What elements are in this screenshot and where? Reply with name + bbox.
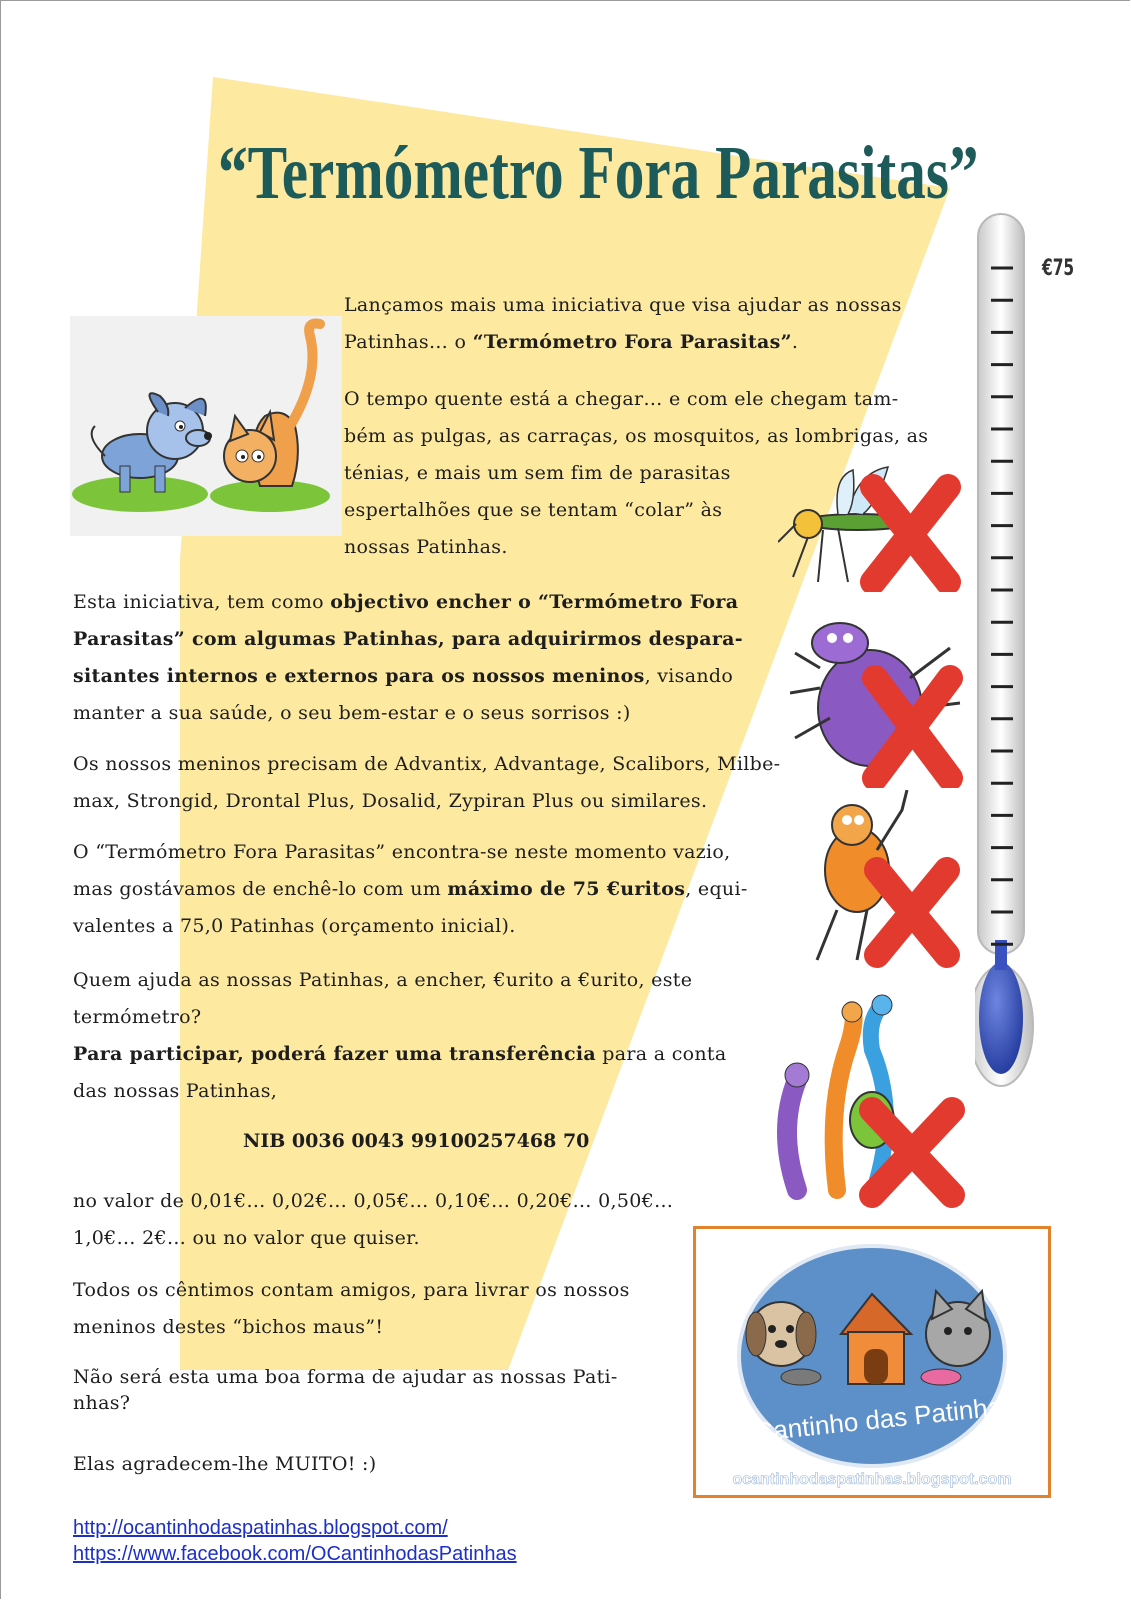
season-line: bém as pulgas, as carraças, os mosquitos, as lombrigas, as (344, 425, 929, 447)
ask-line: Quem ajuda as nossas Patinhas, a encher, €urito a €urito, este (73, 969, 693, 991)
season-line: nossas Patinhas. (344, 536, 508, 558)
nib-number: NIB 0036 0043 99100257468 70 (243, 1130, 590, 1152)
closing-line: meninos destes “bichos maus”! (73, 1316, 384, 1338)
intro-line-2: Patinhas… o “Termómetro Fora Parasitas”. (344, 331, 799, 353)
dog-and-cat-illustration (70, 316, 342, 536)
objective-line: sitantes internos e externos para os nossos meninos, visando (73, 665, 734, 687)
goal-line: mas gostávamos de enchê-lo com um máximo de 75 €uritos, equi- (73, 878, 748, 900)
thermometer-gauge (975, 210, 1070, 1110)
objective-paragraph (73, 584, 793, 732)
page-title: “Termómetro Fora Parasitas” (218, 131, 979, 215)
objective-line: Parasitas” com algumas Patinhas, para adquirirmos despara- (73, 628, 743, 650)
closing-paragraph-1 (73, 1272, 713, 1346)
intro-line-1: Lançamos mais uma iniciativa que visa ajudar as nossas (344, 294, 902, 316)
meds-line: Os nossos meninos precisam de Advantix, Advantage, Scalibors, Milbe- (73, 753, 781, 775)
season-line: espertalhões que se tentam “colar” às (344, 499, 723, 521)
worms-crossed-icon (757, 990, 972, 1210)
logo-box (693, 1226, 1051, 1498)
goal-line: valentes a 75,0 Patinhas (orçamento inicial). (73, 915, 516, 937)
season-line: ténias, e mais um sem fim de parasitas (344, 462, 731, 484)
logo-url: ocantinhodaspatinhas.blogspot.com (732, 1471, 1012, 1488)
goal-line: O “Termómetro Fora Parasitas” encontra-se neste momento vazio, (73, 841, 731, 863)
cantinho-logo (696, 1229, 1048, 1495)
closing-line: Todos os cêntimos contam amigos, para livrar os nossos (73, 1279, 630, 1301)
ask-line: termómetro? (73, 1006, 202, 1028)
closing-paragraph-2 (73, 1364, 713, 1416)
ask-paragraph (73, 962, 773, 1110)
season-line: O tempo quente está a chegar… e com ele chegam tam- (344, 388, 899, 410)
tick-crossed-icon (790, 608, 970, 788)
medications-paragraph (73, 746, 833, 820)
closing-thanks: Elas agradecem-lhe MUITO! :) (73, 1453, 377, 1475)
flea-crossed-icon (797, 790, 967, 970)
meds-line: max, Strongid, Drontal Plus, Dosalid, Zypiran Plus ou similares. (73, 790, 708, 812)
goal-paragraph (73, 834, 793, 945)
ask-line: Para participar, poderá fazer uma transferência para a conta (73, 1043, 727, 1065)
amounts-line: 1,0€… 2€… ou no valor que quiser. (73, 1227, 420, 1249)
logo-name: O Cantinho das Patinhas (725, 1390, 1017, 1451)
closing-line: nhas? (73, 1392, 131, 1414)
intro-paragraph (344, 287, 944, 361)
amounts-paragraph (73, 1183, 753, 1257)
blog-link[interactable]: http://ocantinhodaspatinhas.blogspot.com/ (73, 1517, 448, 1539)
thermometer-max-label: €75 (1042, 256, 1075, 281)
objective-line: Esta iniciativa, tem como objectivo encher o “Termómetro Fora (73, 591, 739, 613)
facebook-link[interactable]: https://www.facebook.com/OCantinhodasPatinhas (73, 1543, 517, 1565)
ask-line: das nossas Patinhas, (73, 1080, 278, 1102)
closing-line: Não será esta uma boa forma de ajudar as nossas Pati- (73, 1366, 618, 1388)
mosquito-crossed-icon (778, 462, 968, 592)
amounts-line: no valor de 0,01€… 0,02€… 0,05€… 0,10€… 0,20€… 0,50€… (73, 1190, 674, 1212)
objective-line: manter a sua saúde, o seu bem-estar e o seus sorrisos :) (73, 702, 631, 724)
